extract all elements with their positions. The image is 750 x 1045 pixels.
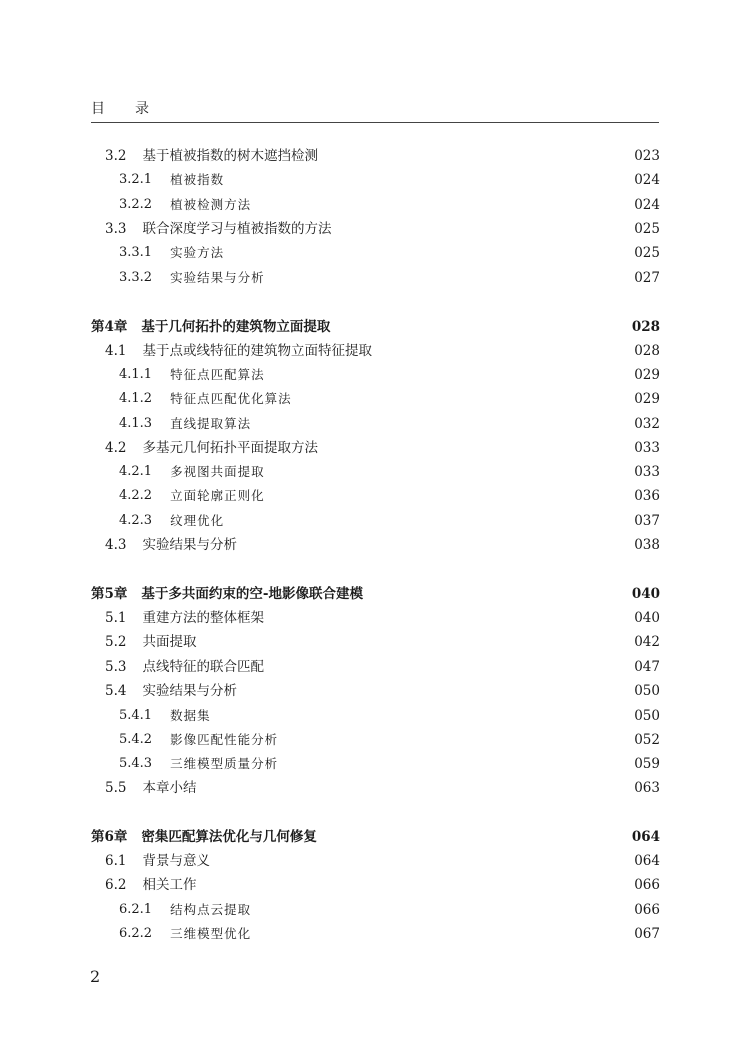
toc-title: 直线提取算法: [170, 416, 252, 431]
toc-number: 3.3: [105, 221, 127, 237]
toc-page: 028: [634, 343, 660, 359]
toc-number: 4.1.3: [119, 416, 153, 431]
toc-entry[interactable]: [105, 535, 660, 555]
dot-leader: [216, 851, 628, 871]
toc-entry[interactable]: [119, 365, 660, 385]
toc-page: 040: [634, 610, 660, 626]
toc-entry[interactable]: [119, 511, 660, 531]
dot-leader: [336, 317, 625, 337]
toc-title: 实验结果与分析: [170, 270, 265, 285]
toc-number: 4.2.3: [119, 513, 153, 528]
dot-leader: [323, 827, 626, 847]
toc-page: 025: [634, 245, 660, 261]
toc-number: 6.1: [105, 853, 127, 869]
toc-entry[interactable]: [119, 462, 660, 482]
toc-page: 033: [634, 440, 660, 456]
toc-title: 本章小结: [142, 780, 197, 796]
toc-title: 共面提取: [142, 634, 197, 650]
toc-page: 064: [631, 829, 660, 845]
toc-entry[interactable]: [105, 851, 660, 871]
toc-title: 重建方法的整体框架: [142, 610, 264, 626]
dot-leader: [257, 924, 628, 944]
toc-chapter-entry[interactable]: [91, 317, 660, 337]
toc-title: 三维模型质量分析: [170, 756, 279, 771]
toc-title: 基于植被指数的树木遮挡检测: [142, 148, 318, 164]
toc-entry[interactable]: [105, 778, 660, 798]
toc-entry[interactable]: [119, 924, 660, 944]
dot-leader: [257, 195, 628, 215]
dot-leader: [257, 900, 628, 920]
toc-entry[interactable]: [119, 414, 660, 434]
toc-title: 特征点匹配算法: [170, 367, 265, 382]
dot-leader: [230, 511, 628, 531]
toc-entry[interactable]: [105, 632, 660, 652]
toc-entry[interactable]: [105, 219, 660, 239]
toc-chapter-entry[interactable]: [91, 827, 660, 847]
dot-leader: [378, 341, 628, 361]
dot-leader: [271, 486, 629, 506]
toc-page: 038: [634, 537, 660, 553]
toc-page: 028: [631, 319, 660, 335]
toc-page: 047: [634, 659, 660, 675]
dot-leader: [230, 243, 628, 263]
dot-leader: [202, 632, 628, 652]
toc-number: 4.1.1: [119, 367, 153, 382]
toc-title: 三维模型优化: [170, 926, 252, 941]
header-char-1: 目: [91, 101, 105, 117]
toc-page: 063: [634, 780, 660, 796]
toc-number: 5.4.3: [119, 756, 153, 771]
toc-title: 植被检测方法: [170, 197, 252, 212]
toc-title: 背景与意义: [142, 853, 210, 869]
dot-leader: [284, 754, 628, 774]
toc-entry[interactable]: [105, 681, 660, 701]
toc-entry[interactable]: [119, 706, 660, 726]
toc-title: 基于几何拓扑的建筑物立面提取: [141, 319, 331, 335]
dot-leader: [271, 462, 629, 482]
toc-number: 4.1.2: [119, 391, 153, 406]
toc-number: 4.1: [105, 343, 127, 359]
dot-leader: [298, 389, 629, 409]
toc-number: 5.4: [105, 683, 127, 699]
toc-number: 5.2: [105, 634, 127, 650]
dot-leader: [257, 414, 628, 434]
toc-page: 027: [634, 270, 660, 286]
toc-entry[interactable]: [119, 243, 660, 263]
toc-page: 067: [634, 926, 660, 942]
toc-entry[interactable]: [105, 608, 660, 628]
toc-entry[interactable]: [105, 341, 660, 361]
toc-number: 第5章: [91, 586, 128, 602]
toc-number: 4.2: [105, 440, 127, 456]
toc-entry[interactable]: [105, 875, 660, 895]
toc-entry[interactable]: [119, 486, 660, 506]
toc-title: 实验方法: [170, 245, 225, 260]
toc-entry[interactable]: [105, 657, 660, 677]
toc-number: 6.2: [105, 877, 127, 893]
toc-number: 5.4.1: [119, 708, 153, 723]
toc-number: 6.2.2: [119, 926, 153, 941]
toc-page: 052: [634, 732, 660, 748]
toc-title: 数据集: [170, 708, 211, 723]
toc-page: 042: [634, 634, 660, 650]
toc-title: 多视图共面提取: [170, 464, 265, 479]
toc-page: 066: [634, 902, 660, 918]
toc-title: 相关工作: [142, 877, 197, 893]
toc-entry[interactable]: [119, 389, 660, 409]
toc-number: 5.4.2: [119, 732, 153, 747]
toc-title: 纹理优化: [170, 513, 225, 528]
dot-leader: [324, 146, 628, 166]
dot-leader: [271, 268, 629, 288]
toc-number: 4.3: [105, 537, 127, 553]
dot-leader: [369, 584, 626, 604]
toc-number: 3.3.1: [119, 245, 153, 260]
toc-title: 实验结果与分析: [142, 537, 237, 553]
toc-number: 5.3: [105, 659, 127, 675]
toc-number: 4.2.2: [119, 488, 153, 503]
toc-title: 影像匹配性能分析: [170, 732, 279, 747]
toc-page: 033: [634, 464, 660, 480]
toc-page: 025: [634, 221, 660, 237]
toc-number: 3.3.2: [119, 270, 153, 285]
toc-page: 050: [634, 683, 660, 699]
toc-page: 040: [631, 586, 660, 602]
toc-title: 基于点或线特征的建筑物立面特征提取: [142, 343, 372, 359]
toc-number: 第6章: [91, 829, 128, 845]
toc-page: 023: [634, 148, 660, 164]
dot-leader: [243, 681, 628, 701]
toc-entry[interactable]: [119, 268, 660, 288]
toc-title: 密集匹配算法优化与几何修复: [141, 829, 317, 845]
toc-page: 024: [634, 197, 660, 213]
dot-leader: [243, 535, 628, 555]
dot-leader: [324, 438, 628, 458]
toc-entry[interactable]: [119, 730, 660, 750]
toc-page: 066: [634, 877, 660, 893]
toc-entry[interactable]: [105, 438, 660, 458]
dot-leader: [230, 170, 628, 190]
toc-number: 5.5: [105, 780, 127, 796]
dot-leader: [270, 657, 628, 677]
dot-leader: [337, 219, 628, 239]
toc-title: 结构点云提取: [170, 902, 252, 917]
toc-page: 037: [634, 513, 660, 529]
dot-leader: [271, 365, 629, 385]
toc-page: 029: [634, 391, 660, 407]
toc-page: 050: [634, 708, 660, 724]
toc-title: 特征点匹配优化算法: [170, 391, 292, 406]
toc-number: 第4章: [91, 319, 128, 335]
toc-number: 4.2.1: [119, 464, 153, 479]
toc-chapter-entry[interactable]: [91, 584, 660, 604]
toc-title: 点线特征的联合匹配: [142, 659, 264, 675]
toc-number: 5.1: [105, 610, 127, 626]
dot-leader: [270, 608, 628, 628]
dot-leader: [202, 778, 628, 798]
toc-page: 059: [634, 756, 660, 772]
toc-entry[interactable]: [119, 170, 660, 190]
toc-page: 032: [634, 416, 660, 432]
toc-page: 036: [634, 488, 660, 504]
toc-title: 多基元几何拓扑平面提取方法: [142, 440, 318, 456]
toc-title: 植被指数: [170, 172, 225, 187]
toc-number: 3.2.2: [119, 197, 153, 212]
toc-entry[interactable]: [119, 195, 660, 215]
toc-entry[interactable]: [119, 900, 660, 920]
toc-title: 联合深度学习与植被指数的方法: [142, 221, 332, 237]
toc-page: 024: [634, 172, 660, 188]
header-char-2: 录: [135, 101, 149, 117]
toc-entry[interactable]: [105, 146, 660, 166]
toc-number: 3.2: [105, 148, 127, 164]
toc-page: 029: [634, 367, 660, 383]
dot-leader: [202, 875, 628, 895]
toc-title: 立面轮廓正则化: [170, 488, 265, 503]
toc-title: 实验结果与分析: [142, 683, 237, 699]
toc-number: 3.2.1: [119, 172, 153, 187]
toc-page: 064: [634, 853, 660, 869]
toc-title: 基于多共面约束的空-地影像联合建模: [141, 586, 364, 602]
dot-leader: [284, 730, 628, 750]
toc-number: 6.2.1: [119, 902, 153, 917]
dot-leader: [217, 706, 629, 726]
toc-entry[interactable]: [119, 754, 660, 774]
page-number: 2: [90, 967, 101, 986]
